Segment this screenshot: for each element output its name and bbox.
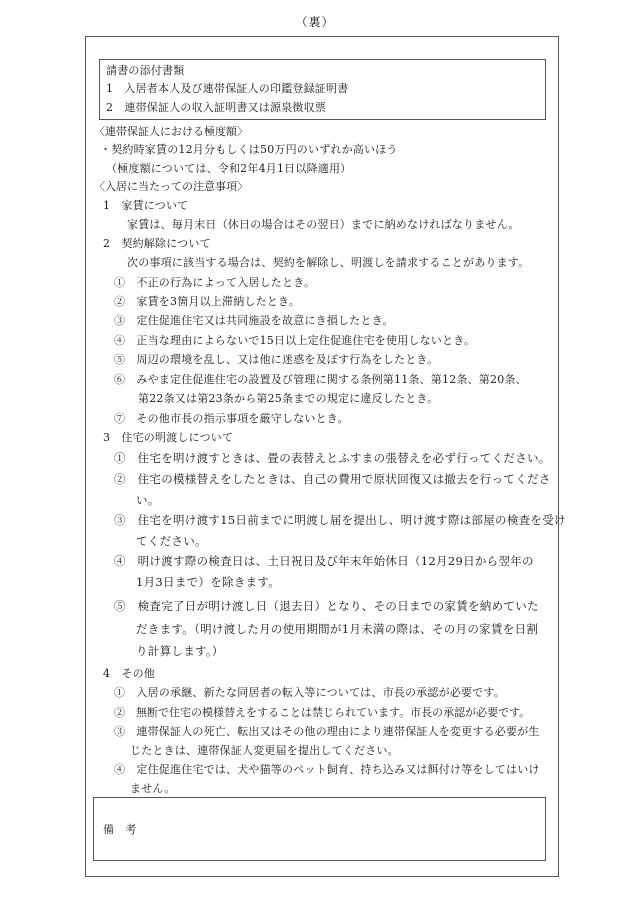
cancel-item: ① 不正の行為によって入居したとき。 [114,276,316,289]
notes-heading: 〈入居に当たっての注意事項〉 [94,180,248,193]
guarantor-note: （極度額については、令和2年4月1日以降適用） [106,162,352,175]
cancel-item: ② 家賃を3箇月以上滞納したとき。 [114,295,300,308]
guarantor-heading: 〈連帯保証人における極度額〉 [94,125,248,138]
other-item: ③ 連帯保証人の死亡、転出又はその他の理由により連帯保証人を変更する必要が生 [114,725,540,738]
cancel-heading: 2 契約解除について [103,237,211,250]
vacate-item-continuation: り計算します。） [136,644,224,658]
vacate-heading: 3 住宅の明渡しについて [103,431,234,444]
other-item-continuation: じたときは、連帯保証人変更届を提出してください。 [130,744,399,757]
other-heading: 4 その他 [103,667,155,680]
other-item-continuation: ません。 [130,782,176,795]
other-item: ② 無断で住宅の模様替えをすることは禁じられています。市長の承認が必要です。 [114,706,531,719]
page-side-label: （裏） [295,15,335,29]
vacate-item-continuation: い。 [136,493,160,507]
cancel-item: ③ 定住促進住宅又は共同施設を故意にき損したとき。 [114,314,394,327]
attachment-item: 2 連帯保証人の収入証明書又は源泉徴収票 [106,101,326,114]
other-item: ④ 定住促進住宅では、犬や猫等のペット飼育、持ち込み又は餌付け等をしてはいけ [114,763,540,776]
rent-text: 家賃は、毎月末日（休日の場合はその翌日）までに納めなければなりません。 [127,218,520,231]
vacate-item: ③ 住宅を明け渡す15日前までに明渡し届を提出し、明け渡す際は部屋の検査を受け [114,513,566,527]
cancel-intro: 次の事項に該当する場合は、契約を解除し、明渡しを請求することがあります。 [127,256,530,269]
attachments-title: 請書の添付書類 [106,64,185,77]
vacate-item: ④ 明け渡す際の検査日は、土日祝日及び年末年始休日（12月29日から翌年の [114,554,534,568]
vacate-item: ① 住宅を明け渡すときは、畳の表替えとふすまの張替えを必ず行ってください。 [114,451,551,465]
guarantor-bullet: ・契約時家賃の12月分もしくは50万円のいずれか高いほう [100,143,398,156]
attachment-item: 1 入居者本人及び連帯保証人の印鑑登録証明書 [106,82,349,95]
vacate-item: ② 住宅の模様替えをしたときは、自己の費用で原状回復又は撤去を行ってくださ [114,472,551,486]
vacate-item-continuation: 1月3日まで）を除きます。 [136,575,281,589]
cancel-item: ⑥ みやま定住促進住宅の設置及び管理に関する条例第11条、第12条、第20条、 [114,373,527,386]
cancel-item: ⑦ その他市長の指示事項を厳守しないとき。 [114,412,349,425]
cancel-item-continuation: 第22条又は第23条から第25条までの規定に違反したとき。 [138,392,439,405]
cancel-item: ④ 正当な理由によらないで15日以上定住促進住宅を使用しないとき。 [114,334,476,347]
vacate-item-continuation: てください。 [136,534,207,548]
other-item: ① 入居の承継、新たな同居者の転入等については、市長の承認が必要です。 [114,686,505,699]
vacate-item-continuation: だきます。（明け渡した月の使用期間が1月未満の際は、その月の家賃を日割 [136,622,539,636]
remarks-label: 備 考 [103,823,137,836]
vacate-item: ⑤ 検査完了日が明け渡し日（退去日）となり、その日までの家賃を納めていた [114,599,539,613]
rent-heading: 1 家賃について [103,199,189,212]
cancel-item: ⑤ 周辺の環境を乱し、又は他に迷惑を及ぼす行為をしたとき。 [114,353,439,366]
remarks-box [93,797,546,861]
